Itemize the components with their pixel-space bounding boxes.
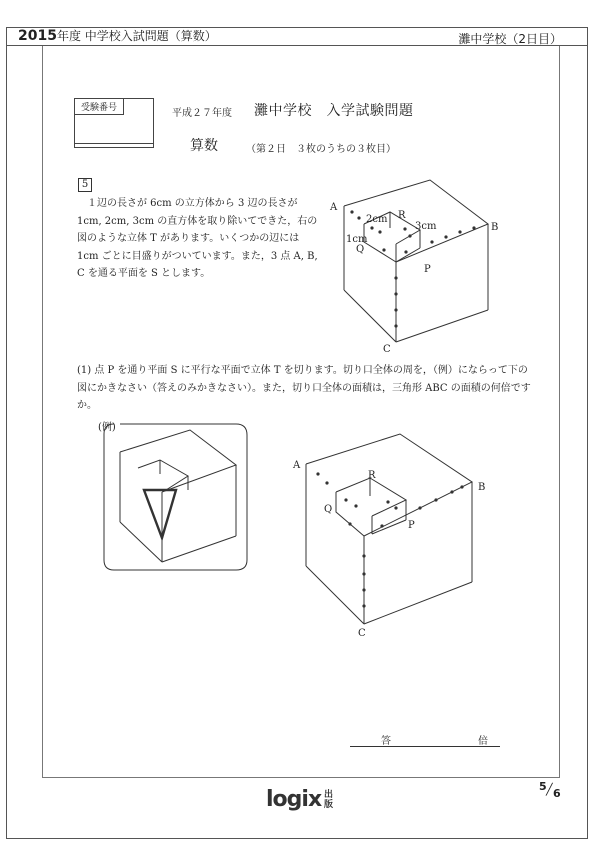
answer-unit: 倍 bbox=[478, 736, 488, 747]
exam-year: 平成２７年度 bbox=[172, 108, 232, 119]
header-title-rest: 年度 中学校入試問題（算数） bbox=[56, 29, 217, 43]
label-r-1: R bbox=[398, 210, 406, 221]
exam-subject: 算数 bbox=[190, 138, 218, 154]
publisher-logo-sub: 出版 bbox=[324, 790, 334, 810]
label-c-1: C bbox=[383, 344, 391, 355]
label-1cm: 1cm bbox=[346, 234, 368, 245]
answer-tick-marks bbox=[316, 472, 463, 607]
publisher-logo: logix bbox=[266, 787, 322, 812]
exam-number-label: 受験番号 bbox=[75, 99, 124, 115]
label-r-2: R bbox=[368, 470, 376, 481]
label-c-2: C bbox=[358, 628, 366, 639]
label-3cm: 3cm bbox=[415, 221, 437, 232]
page-slash: ╱ bbox=[546, 783, 553, 796]
header-year: 2015 bbox=[18, 28, 57, 44]
label-2cm: 2cm bbox=[366, 214, 388, 225]
question-1: (1) 点 P を通り平面 S に平行な平面で立体 T を切ります。切り口全体の周を，（例）にならって下の図にかきなさい（答えのみかきなさい）。また，切り口全体の面積は，三角形 ABC の面積の何倍ですか。 bbox=[77, 365, 531, 411]
example-label: (例) bbox=[98, 422, 116, 433]
label-b-2: B bbox=[478, 482, 486, 493]
label-q-2: Q bbox=[324, 504, 333, 515]
exam-title: 灘中学校 入学試験問題 bbox=[254, 103, 414, 119]
label-b-1: B bbox=[491, 222, 499, 233]
page-current: 5 bbox=[539, 780, 547, 793]
label-p-1: P bbox=[424, 264, 431, 275]
label-a-1: A bbox=[330, 202, 338, 213]
problem-statement: １辺の長さが 6cm の立方体から 3 辺の長さが 1cm, 2cm, 3cm の直方体を取り除いてできた，右の図のような立体 T があります。いくつかの辺には 1cm ごとに目盛りがついています。また，3 点 A, B, C を通る平面を S とします。 bbox=[77, 198, 318, 279]
exam-subject-note: （第２日 ３枚のうちの３枚目） bbox=[246, 144, 396, 155]
answer-field[interactable] bbox=[350, 746, 500, 747]
answer-label: 答 bbox=[381, 736, 391, 747]
label-p-2: P bbox=[408, 520, 415, 531]
page-total: 6 bbox=[553, 787, 561, 800]
label-a-2: A bbox=[293, 460, 301, 471]
answer-solid-edges bbox=[306, 434, 472, 624]
page-number bbox=[539, 780, 561, 800]
label-q-1: Q bbox=[356, 244, 365, 255]
problem-number: 5 bbox=[78, 178, 92, 192]
header-school: 灘中学校（2日目） bbox=[458, 32, 562, 46]
